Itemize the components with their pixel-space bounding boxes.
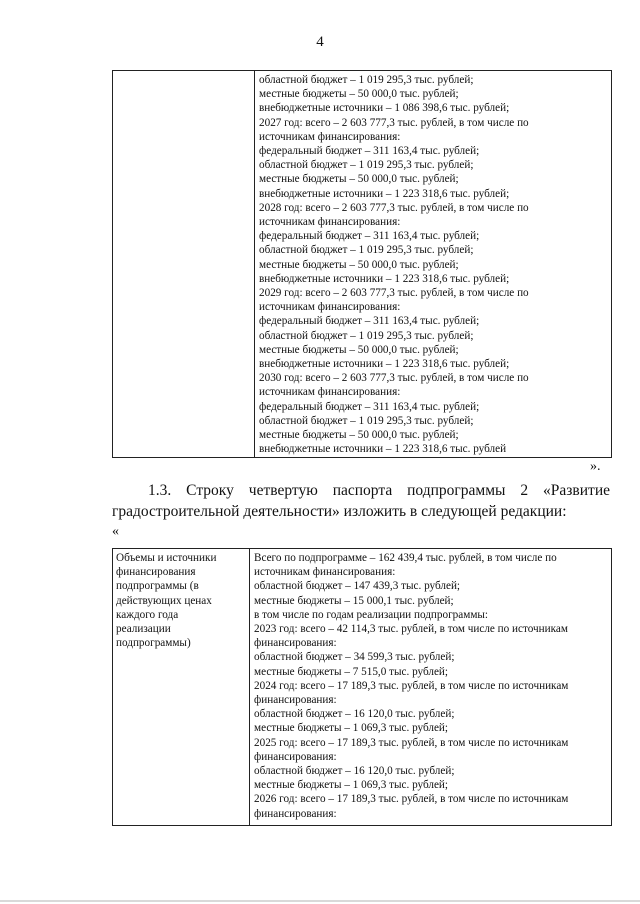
opening-quote: « [112, 524, 119, 539]
table-line: областной бюджет – 34 599,3 тыс. рублей; [254, 651, 455, 664]
table-line: внебюджетные источники – 1 223 318,6 тыс. рублей; [259, 358, 510, 371]
table-right-cell [250, 549, 611, 825]
page-bottom-divider [0, 900, 640, 902]
table-line: Всего по подпрограмме – 162 439,4 тыс. рублей, в том числе по [254, 552, 557, 564]
left-cell-line: финансирования [116, 566, 196, 579]
table-line: федеральный бюджет – 311 163,4 тыс. рублей; [259, 145, 480, 158]
funding-table-continued [112, 70, 612, 458]
table-line: федеральный бюджет – 311 163,4 тыс. рублей; [259, 315, 480, 328]
table-line: источникам финансирования: [254, 566, 396, 579]
paragraph-line-1: 1.3. Строку четвертую паспорта подпрограммы 2 «Развитие [148, 482, 610, 499]
table-line: областной бюджет – 1 019 295,3 тыс. рублей; [259, 244, 474, 257]
left-cell-line: действующих ценах [116, 594, 212, 607]
table-line: областной бюджет – 1 019 295,3 тыс. рублей; [259, 329, 474, 342]
table-left-cell [113, 549, 250, 825]
table-line: 2024 год: всего – 17 189,3 тыс. рублей, в том числе по источникам [254, 679, 569, 692]
left-cell-line: Объемы и источники [116, 552, 217, 564]
left-cell-line: подпрограммы (в [116, 580, 199, 593]
table-line: областной бюджет – 1 019 295,3 тыс. рублей; [259, 414, 474, 427]
table-line: областной бюджет – 1 019 295,3 тыс. рублей; [259, 159, 474, 172]
table-line: местные бюджеты – 50 000,0 тыс. рублей; [259, 173, 459, 186]
table-line: областной бюджет – 1 019 295,3 тыс. рублей; [259, 74, 474, 86]
table-line: внебюджетные источники – 1 086 398,6 тыс. рублей; [259, 102, 510, 115]
table-line: внебюджетные источники – 1 223 318,6 тыс. рублей; [259, 187, 510, 200]
table-line: финансирования: [254, 750, 337, 763]
table-right-cell [255, 71, 611, 457]
table-line: местные бюджеты – 50 000,0 тыс. рублей; [259, 429, 459, 442]
table-line: местные бюджеты – 1 069,3 тыс. рублей; [254, 722, 449, 735]
table-line: внебюджетные источники – 1 223 318,6 тыс. рублей [259, 443, 507, 456]
table-line: 2028 год: всего – 2 603 777,3 тыс. рублей, в том числе по [259, 201, 529, 214]
table-line: местные бюджеты – 15 000,1 тыс. рублей; [254, 594, 454, 607]
paragraph-line-2: градостроительной деятельности» изложить в следующей редакции: [112, 503, 567, 520]
table-line: областной бюджет – 16 120,0 тыс. рублей; [254, 708, 455, 721]
table-line: 2023 год: всего – 42 114,3 тыс. рублей, в том числе по источникам [254, 623, 568, 636]
table-line: источникам финансирования: [259, 301, 401, 314]
table-line: местные бюджеты – 50 000,0 тыс. рублей; [259, 343, 459, 356]
table-line: в том числе по годам реализации подпрограммы: [254, 608, 489, 621]
table-line: финансирования: [254, 807, 337, 820]
page-number: 4 [316, 34, 324, 50]
table-line: источникам финансирования: [259, 216, 401, 229]
table-line: 2027 год: всего – 2 603 777,3 тыс. рублей, в том числе по [259, 116, 529, 129]
left-cell-line: подпрограммы) [116, 637, 191, 650]
closing-quote: ». [590, 459, 601, 474]
table-line: местные бюджеты – 50 000,0 тыс. рублей; [259, 258, 459, 271]
table-line: местные бюджеты – 50 000,0 тыс. рублей; [259, 88, 459, 101]
subprogram-funding-table [112, 548, 612, 826]
table-line: федеральный бюджет – 311 163,4 тыс. рублей; [259, 400, 480, 413]
table-line: федеральный бюджет – 311 163,4 тыс. рублей; [259, 230, 480, 243]
table-line: источникам финансирования: [259, 130, 401, 143]
table-line: местные бюджеты – 1 069,3 тыс. рублей; [254, 779, 449, 792]
table-line: 2029 год: всего – 2 603 777,3 тыс. рублей, в том числе по [259, 287, 529, 300]
table-line: областной бюджет – 147 439,3 тыс. рублей; [254, 580, 461, 593]
table-line: финансирования: [254, 694, 337, 707]
table-left-cell [113, 71, 255, 457]
table-line: местные бюджеты – 7 515,0 тыс. рублей; [254, 665, 449, 678]
left-cell-line: каждого года [116, 608, 179, 621]
table-line: областной бюджет – 16 120,0 тыс. рублей; [254, 765, 455, 778]
table-line: источникам финансирования: [259, 386, 401, 399]
table-line: финансирования: [254, 637, 337, 650]
table-line: 2030 год: всего – 2 603 777,3 тыс. рублей, в том числе по [259, 372, 529, 385]
table-line: внебюджетные источники – 1 223 318,6 тыс. рублей; [259, 272, 510, 285]
left-cell-line: реализации [116, 623, 171, 636]
table-line: 2025 год: всего – 17 189,3 тыс. рублей, в том числе по источникам [254, 736, 569, 749]
table-line: 2026 год: всего – 17 189,3 тыс. рублей, в том числе по источникам [254, 793, 569, 806]
